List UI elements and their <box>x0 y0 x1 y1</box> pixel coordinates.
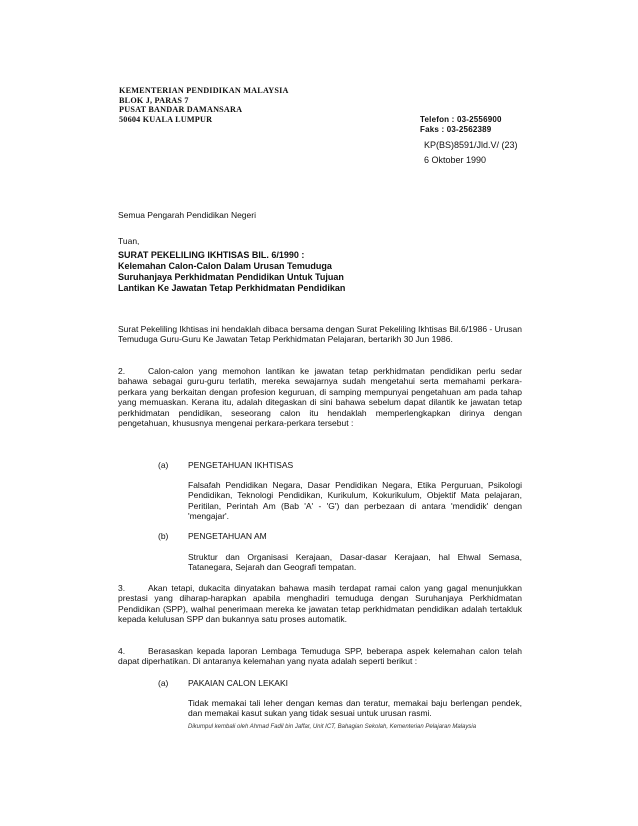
subject-line-2: Suruhanjaya Perkhidmatan Pendidikan Untuk Tujuan <box>118 272 344 282</box>
paragraph-4-number: 4. <box>118 646 126 656</box>
address-city: 50604 KUALA LUMPUR <box>119 114 213 124</box>
paragraph-2-number: 2. <box>118 366 126 376</box>
footer-note: Dikumpul kembali oleh Ahmad Fadil bin Jaffar, Unit ICT, Bahagian Sekolah, Kementerian Pelajaran Malaysia <box>188 724 477 730</box>
recipient: Semua Pengarah Pendidikan Negeri <box>118 210 256 220</box>
address-center: PUSAT BANDAR DAMANSARA <box>119 105 243 115</box>
subject-line-1: Kelemahan Calon-Calon Dalam Urusan Temuduga <box>118 261 332 271</box>
item-b-label: (b) <box>158 531 169 541</box>
paragraph-3: Akan tetapi, dukacita dinyatakan bahawa masih terdapat ramai calon yang gagal menunjukkan prestasi yang diharap-harapkan apabila menghadiri temuduga dengan Suruhanjaya Perkhidmatan Pendidikan (SPP), walhal penerimaan mereka ke jawatan tetap perkhidmatan pendidikan adalah tertakluk kepada kelulusan SPP dan bukannya satu proses automatik. <box>118 583 522 625</box>
contact-info <box>420 115 502 135</box>
fax: Faks : 03-2562389 <box>420 124 492 134</box>
item-c-title: PAKAIAN CALON LEKAKI <box>188 678 288 688</box>
reference-number: KP(BS)8591/Jld.V/ (23) <box>424 140 518 150</box>
address-block: BLOK J, PARAS 7 <box>119 95 189 105</box>
telephone: Telefon : 03-2556900 <box>420 115 502 124</box>
paragraph-4: Berasaskan kepada laporan Lembaga Temuduga SPP, beberapa aspek kelemahan calon telah dapat diperhatikan. Di antaranya kelemahan yang nyata adalah seperti berikut : <box>118 646 522 667</box>
item-c-label: (a) <box>158 678 169 688</box>
reference-block <box>424 138 518 167</box>
subject-block <box>118 250 345 294</box>
paragraph-1: Surat Pekeliling Ikhtisas ini hendaklah dibaca bersama dengan Surat Pekeliling Ikhtisas Bil.6/1986 - Urusan Temuduga Guru-Guru Ke Jawatan Tetap Perkhidmatan Pelajaran, bertarikh 30 Jun 1986. <box>118 324 522 345</box>
letter-date: 6 Oktober 1990 <box>424 154 487 165</box>
item-a-label: (a) <box>158 460 169 470</box>
item-b-text: Struktur dan Organisasi Kerajaan, Dasar-dasar Kerajaan, hal Ehwal Semasa, Tatanegara, Sejarah dan Geografi tempatan. <box>188 552 522 573</box>
item-c-text: Tidak memakai tali leher dengan kemas dan teratur, memakai baju berlengan pendek, dan memakai kasut sukan yang tidak sesuai untuk urusan rasmi. <box>188 698 522 719</box>
item-a-text: Falsafah Pendidikan Negara, Dasar Pendidikan Negara, Etika Perguruan, Psikologi Pendidikan, Teknologi Pendidikan, Kurikulum, Kokurikulum, Objektif Mata pelajaran, Peritilan, Perintah Am (Bab 'A' - 'G') dan perbezaan di antara 'mendidik' dengan 'mengajar'. <box>188 480 522 522</box>
item-b-title: PENGETAHUAN AM <box>188 531 267 541</box>
ministry-address <box>119 86 289 124</box>
item-a-title: PENGETAHUAN IKHTISAS <box>188 460 294 470</box>
ministry-name: KEMENTERIAN PENDIDIKAN MALAYSIA <box>119 86 289 95</box>
subject-line-3: Lantikan Ke Jawatan Tetap Perkhidmatan Pendidikan <box>118 283 346 293</box>
paragraph-2: Calon-calon yang memohon lantikan ke jawatan tetap perkhidmatan pendidikan perlu sedar bahawa sebagai guru-guru terlatih, mereka sewajarnya sudah mengetahui serta memahami perkara-perkara yang berkaitan dengan profesion keguruan, di samping mempunyai pengetahuan am pada tahap yang memuaskan. Kerana itu, adalah ditegaskan di sini bahawa sebelum dapat dilantik ke jawatan tetap perkhidmatan pendidikan, seseorang calon itu hendaklah memperlengkapkan dirinya dengan pengetahuan, khususnya mengenai perkara-perkara tersebut : <box>118 366 522 429</box>
salutation: Tuan, <box>118 236 140 246</box>
subject-title: SURAT PEKELILING IKHTISAS BIL. 6/1990 : <box>118 250 305 260</box>
paragraph-3-number: 3. <box>118 583 126 593</box>
